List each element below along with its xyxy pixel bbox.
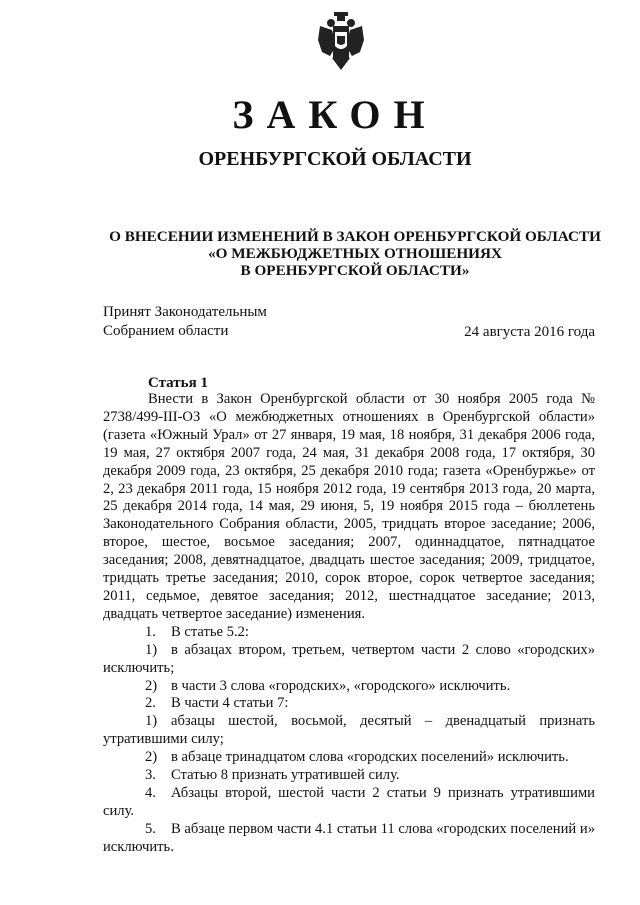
law-name-line: «О МЕЖБЮДЖЕТНЫХ ОТНОШЕНИЯХ (208, 245, 502, 262)
document-subtitle: ОРЕНБУРГСКОЙ ОБЛАСТИ (198, 148, 472, 170)
document-title: ЗАКОН (232, 92, 438, 137)
article-body (103, 391, 595, 857)
list-item (103, 821, 595, 857)
article-intro: Внести в Закон Оренбургской области от 30 ноября 2005 года № 2738/499-III-ОЗ «О межбюджетных отношениях в Оренбургской области» (газета «Южный Урал» от 27 января, 19 мая, 18 ноября, 31 декабря 2006 года, 19 мая, 27 октября 2007 года, 24 мая, 31 декабря 2008 года, 17 октября, 30 декабря 2009 года, 23 октября, 25 декабря 2010 года; газета «Оренбуржье» от 2, 23 декабря 2011 года, 15 ноября 2012 года, 19 сентября 2013 года, 20 марта, 25 декабря 2014 года, 14 мая, 29 июня, 5, 19 ноября 2015 года – бюллетень Законодательного Собрания области, 2005, тридцать второе заседание; 2006, второе, шестое, восьмое заседания; 2007, одиннадцатое, пятнадцатое заседания; 2008, девятнадцатое, двадцать шестое заседания; 2009, тридцатое, тридцать третье заседания; 2010, сорок второе, сорок четвертое заседания; 2011, седьмое, девятое заседания; 2012, шестнадцатое заседание; 2013, двадцать четвертое заседание) изменения. (103, 391, 595, 622)
item-text: в части 3 слова «городских», «городского» исключить. (171, 677, 511, 694)
adoption-line: Собранием области (103, 323, 229, 339)
item-text: В части 4 статьи 7: (171, 695, 289, 712)
item-text: В абзаце первом части 4.1 статьи 11 слова «городских поселений и» исключить. (103, 820, 595, 855)
item-number: 5. (145, 820, 156, 837)
article-title: Статья 1 (148, 375, 208, 391)
list-item (103, 678, 595, 696)
item-number: 1) (145, 713, 158, 730)
list-item (103, 713, 595, 749)
coat-of-arms-icon (318, 12, 364, 70)
list-item (103, 695, 595, 713)
adoption-info (103, 303, 267, 341)
adoption-line: Принят Законодательным (103, 304, 267, 320)
law-name (95, 228, 615, 279)
item-number: 4. (145, 784, 156, 801)
item-text: в абзацах втором, третьем, четвертом части 2 слово «городских» исключить; (103, 641, 595, 676)
item-number: 2) (145, 677, 158, 694)
item-text: в абзаце тринадцатом слова «городских поселений» исключить. (171, 749, 569, 766)
item-text: Абзацы второй, шестой части 2 статьи 9 признать утратившими силу. (103, 784, 595, 819)
item-text: абзацы шестой, восьмой, десятый – двенадцатый признать утратившими силу; (103, 713, 595, 748)
list-item (103, 785, 595, 821)
adoption-date: 24 августа 2016 года (464, 324, 595, 340)
law-name-line: В ОРЕНБУРГСКОЙ ОБЛАСТИ» (240, 262, 470, 279)
item-number: 1) (145, 641, 158, 658)
list-item (103, 642, 595, 678)
list-item (103, 767, 595, 785)
item-number: 3. (145, 767, 156, 784)
item-number: 2) (145, 749, 158, 766)
item-text: Статью 8 признать утратившей силу. (171, 767, 400, 784)
law-name-line: О ВНЕСЕНИИ ИЗМЕНЕНИЙ В ЗАКОН ОРЕНБУРГСКОЙ ОБЛАСТИ (109, 228, 601, 245)
item-text: В статье 5.2: (171, 623, 249, 640)
list-item (103, 749, 595, 767)
list-item (103, 624, 595, 642)
item-number: 2. (145, 695, 156, 712)
item-number: 1. (145, 623, 156, 640)
